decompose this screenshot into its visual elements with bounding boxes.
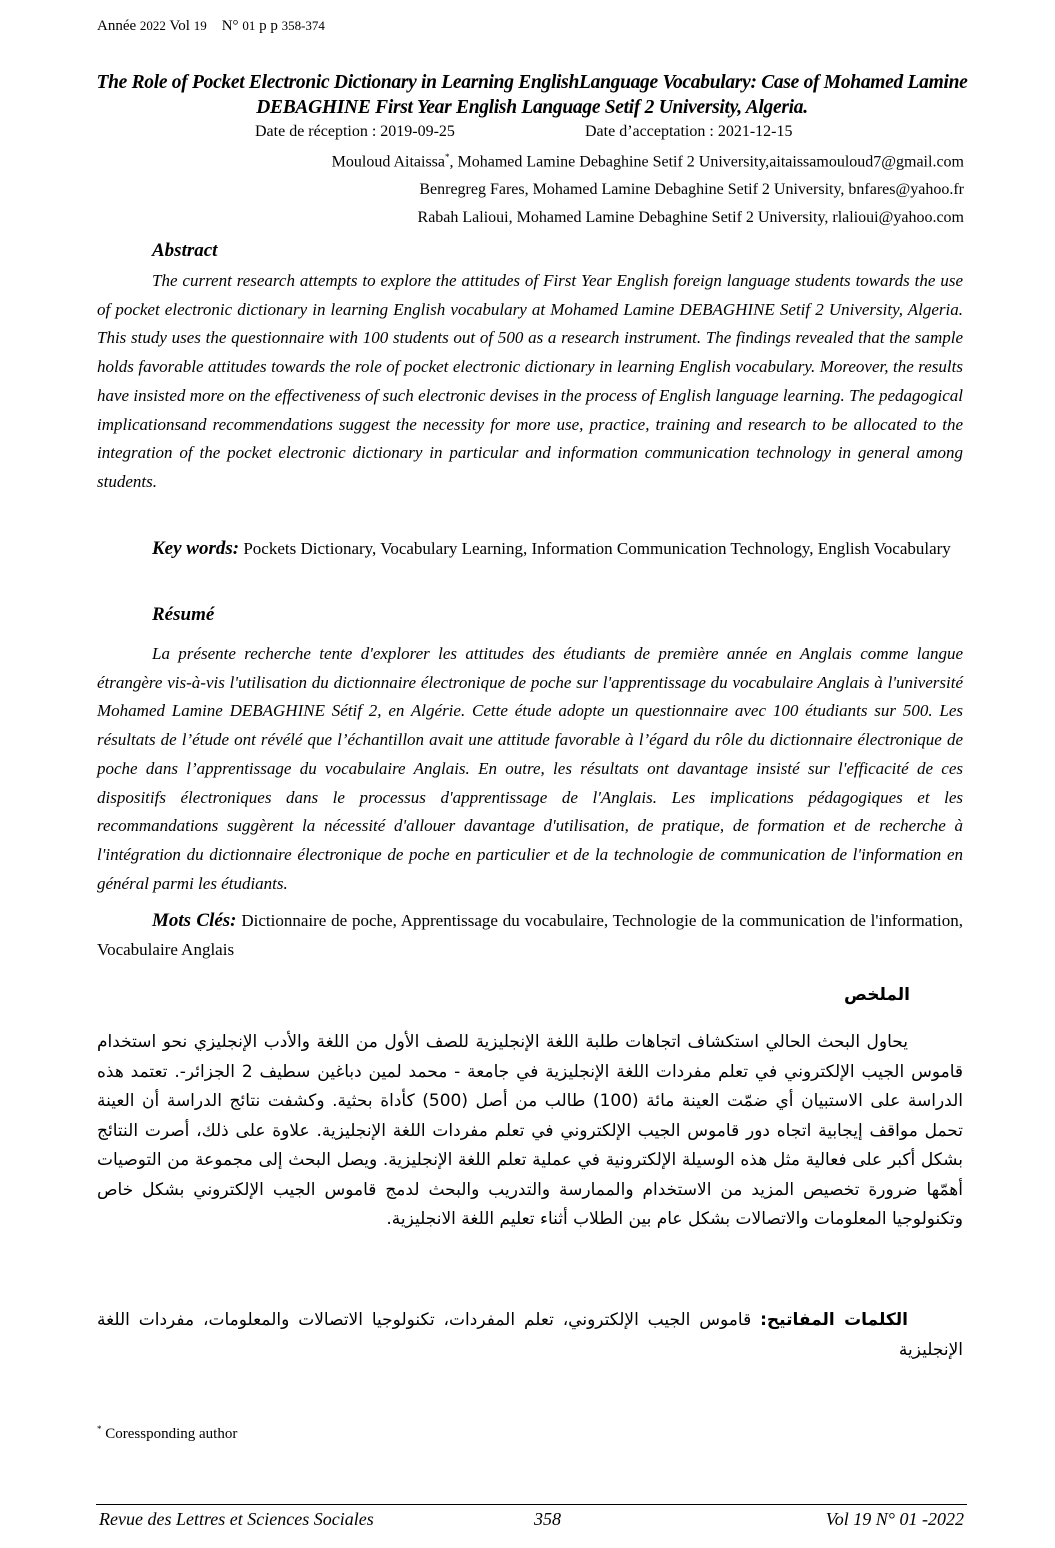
author-name: Rabah Lalioui [417,209,509,226]
author-affiliation: , Mohamed Lamine Debaghine Setif 2 University,aitaissamouloud7@gmail.com [449,153,964,171]
author-line [419,181,964,199]
abstract-body: The current research attempts to explore the attitudes of First Year English foreign language students towards the use of pocket electronic dictionary in learning English vocabulary at Mohamed Lamine DEBAGHINE Setif 2 University, Algeria. This study uses the questionnaire with 100 students out of 500 as a research instrument. The findings revealed that the sample holds favorable attitudes towards the role of pocket electronic dictionary in learning English vocabulary. Moreover, the results have insisted more on the effectiveness of such electronic devises in the process of English language learning. The pedagogical implicationsand recommendations suggest the necessity for more use, practice, training and research to be allocated to the integration of the pocket electronic dictionary in particular and information communication technology in general among students. [97,271,963,491]
footnote-text: Coressponding author [101,1426,238,1442]
author-name: Mouloud Aitaissa [331,153,446,171]
arabic-abstract-heading: الملخص [844,985,910,1005]
reception-date: Date de réception : 2019-09-25 [255,123,455,140]
page-number: 358 [534,1509,561,1529]
author-affiliation: , Mohamed Lamine Debaghine Setif 2 University, bnfares@yahoo.fr [524,181,964,198]
vol: 19 [193,18,207,33]
keywords-label: الكلمات المفاتيح: [760,1310,908,1330]
resume-body: La présente recherche tente d'explorer les attitudes des étudiants de première année en Anglais comme langue étrangère vis-à-vis l'utilisation du dictionnaire électronique de poche sur l'apprentissage du vocabulaire Anglais à l'université Mohamed Lamine DEBAGHINE Sétif 2, en Algérie. Cette étude adopte un questionnaire avec 100 étudiants sur 500. Les résultats de l’étude ont révélé que l’échantillon avait une attitude favorable à l’égard du rôle du dictionnaire électronique de poche dans l’apprentissage du vocabulaire Anglais. En outre, les résultats ont davantage insisté sur l'efficacité de ces dispositifs électroniques dans le processus d'apprentissage de l'Anglais. Les implications pédagogiques et les recommandations suggèrent la nécessité d'allouer davantage d'utilisation, de pratique, de formation et de recherche à l'intégration du dictionnaire électronique de poche en particulier et de la technologie de communication de l'information en général parmi les étudiants. [97,644,963,893]
paper-title: The Role of Pocket Electronic Dictionary in Learning EnglishLanguage Vocabulary: Case of Mohamed Lamine DEBAGHINE First Year English Language Setif 2 University, Algeria. [96,72,968,118]
year: 2022 [139,18,166,33]
pages: 358-374 [281,18,325,33]
footnote [97,1424,237,1443]
abstract-heading: Abstract [152,240,218,261]
resume-keywords [97,907,963,964]
year-label: Année [97,18,137,34]
author-name: Benregreg Fares [419,181,525,198]
keywords-label: Key words: [152,538,240,559]
volume-issue: Vol 19 N° 01 -2022 [825,1509,964,1529]
corresponding-marker: * [445,152,450,162]
pages-label: p p [259,18,278,34]
arabic-keywords [97,1306,963,1365]
issue: 01 [242,18,256,33]
keywords-text: Pockets Dictionary, Vocabulary Learning, Information Communication Technology, English Vocabulary [239,539,951,558]
keywords-text: قاموس الجيب الإلكتروني، تعلم المفردات، تكنولوجيا الاتصالات والمعلومات، مفردات اللغة الإنجليزية [97,1310,963,1360]
journal-name: Revue des Lettres et Sciences Sociales [99,1509,374,1529]
abstract-keywords [97,535,963,564]
author-line [418,209,964,227]
author-line [332,152,964,171]
resume-heading: Résumé [152,604,215,625]
running-header [97,18,325,35]
issue-label: N° [221,18,243,34]
keywords-label: Mots Clés: [152,910,237,931]
arabic-abstract-body: يحاول البحث الحالي استكشاف اتجاهات طلبة اللغة الإنجليزية للصف الأول من اللغة والأدب الإنجليزي نحو استخدام قاموس الجيب الإلكتروني في تعلم مفردات اللغة الإنجليزية في جامعة - محمد لمين دباغين سطيف 2 الجزائر-. تعتمد هذه الدراسة على الاستبيان أي ضمّت العينة مائة (100) طالب من أصل (500) كأداة بحثية. وكشفت نتائج الدراسة أن العينة تحمل مواقف إيجابية اتجاه دور قاموس الجيب الإلكتروني في تعلم مفردات اللغة الإنجليزية. علاوة على ذلك، أصرت النتائج بشكل أكبر على فعالية مثل هذه الوسيلة الإلكترونية في عملية تعلم اللغة الإنجليزية. ويصل البحث إلى مجموعة من التوصيات أهمّها ضرورة تخصيص المزيد من الاستخدام والممارسة والتدريب والبحث لدمج قاموس الجيب الإلكتروني بشكل خاص وتكنولوجيا المعلومات والاتصالات بشكل عام بين الطلاب أثناء تعليم اللغة الانجليزية. [97,1032,964,1229]
vol-label: Vol [169,18,190,34]
footer-divider [96,1504,967,1505]
keywords-text: Dictionnaire de poche, Apprentissage du vocabulaire, Technologie de la communication de l'information, Vocabulaire Anglais [97,911,963,959]
acceptance-date: Date d’acceptation : 2021-12-15 [585,123,793,140]
footnote-marker: * [97,1424,102,1434]
author-affiliation: , Mohamed Lamine Debaghine Setif 2 University, rlalioui@yahoo.com [508,209,964,226]
